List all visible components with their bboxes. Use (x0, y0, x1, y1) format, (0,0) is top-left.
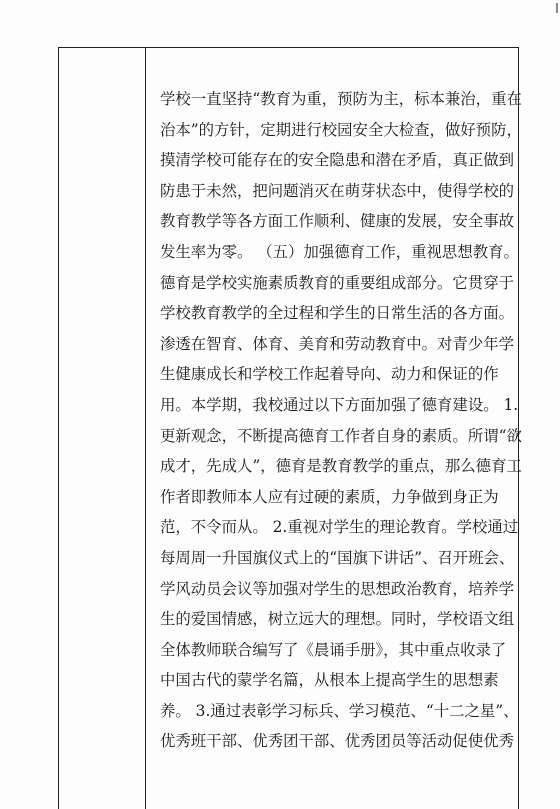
text-line: 每周周一升国旗仪式上的“国旗下讲话”、召开班会、 (160, 548, 515, 567)
text-line: 中国古代的蒙学名篇，从根本上提高学生的思想素 (160, 671, 499, 690)
text-line: 教育教学等各方面工作顺利、健康的发展，安全事故 (160, 212, 514, 231)
table-left-border (58, 47, 59, 809)
text-line: 范，不令而从。 2.重视对学生的理论教育。学校通过 (160, 518, 519, 537)
text-line: 作者即教师本人应有过硬的素质，力争做到身正为 (160, 487, 499, 506)
table-top-border (58, 47, 519, 48)
text-line: 生的爱国情感，树立远大的理想。同时，学校语文组 (160, 610, 514, 629)
text-line: 学校一直坚持“教育为重，预防为主，标本兼治，重在 (160, 90, 522, 108)
text-line: 渗透在智育、体育、美育和劳动教育中。对青少年学 (160, 334, 514, 353)
text-line: 学校教育教学的全过程和学生的日常生活的各方面。 (160, 304, 514, 323)
text-line: 优秀班干部、优秀团干部、优秀团员等活动促使优秀 (160, 732, 514, 751)
text-line: 全体教师联合编写了《晨诵手册》，其中重点收录了 (160, 640, 507, 659)
text-line: 生健康成长和学校工作起着导向、动力和保证的作 (160, 365, 499, 384)
body-text (160, 84, 522, 757)
text-line: 更新观念，不断提高德育工作者自身的素质。所谓“欲 (160, 426, 522, 445)
text-line: 治本”的方针，定期进行校园安全大检查，做好预防， (160, 120, 522, 139)
text-line: 发生率为零。 （五）加强德育工作，重视思想教育。 (160, 242, 519, 261)
table-column-divider (145, 47, 146, 809)
text-line: 摸清学校可能存在的安全隐患和潜在矛盾，真正做到 (160, 151, 514, 170)
text-line: 成才，先成人”，德育是教育教学的重点，那么德育工 (160, 457, 522, 476)
text-line: 防患于未然，把问题消灭在萌芽状态中，使得学校的 (160, 181, 514, 200)
text-line: 用。本学期，我校通过以下方面加强了德育建设。 1. (160, 395, 519, 414)
text-line: 学风动员会议等加强对学生的思想政治教育，培养学 (160, 579, 514, 598)
text-line: 德育是学校实施素质教育的重要组成部分。它贯穿于 (160, 273, 514, 292)
text-line: 养。 3.通过表彰学习标兵、学习模范、“十二之星”、 (160, 701, 519, 720)
scan-edge-mark (556, 3, 558, 13)
